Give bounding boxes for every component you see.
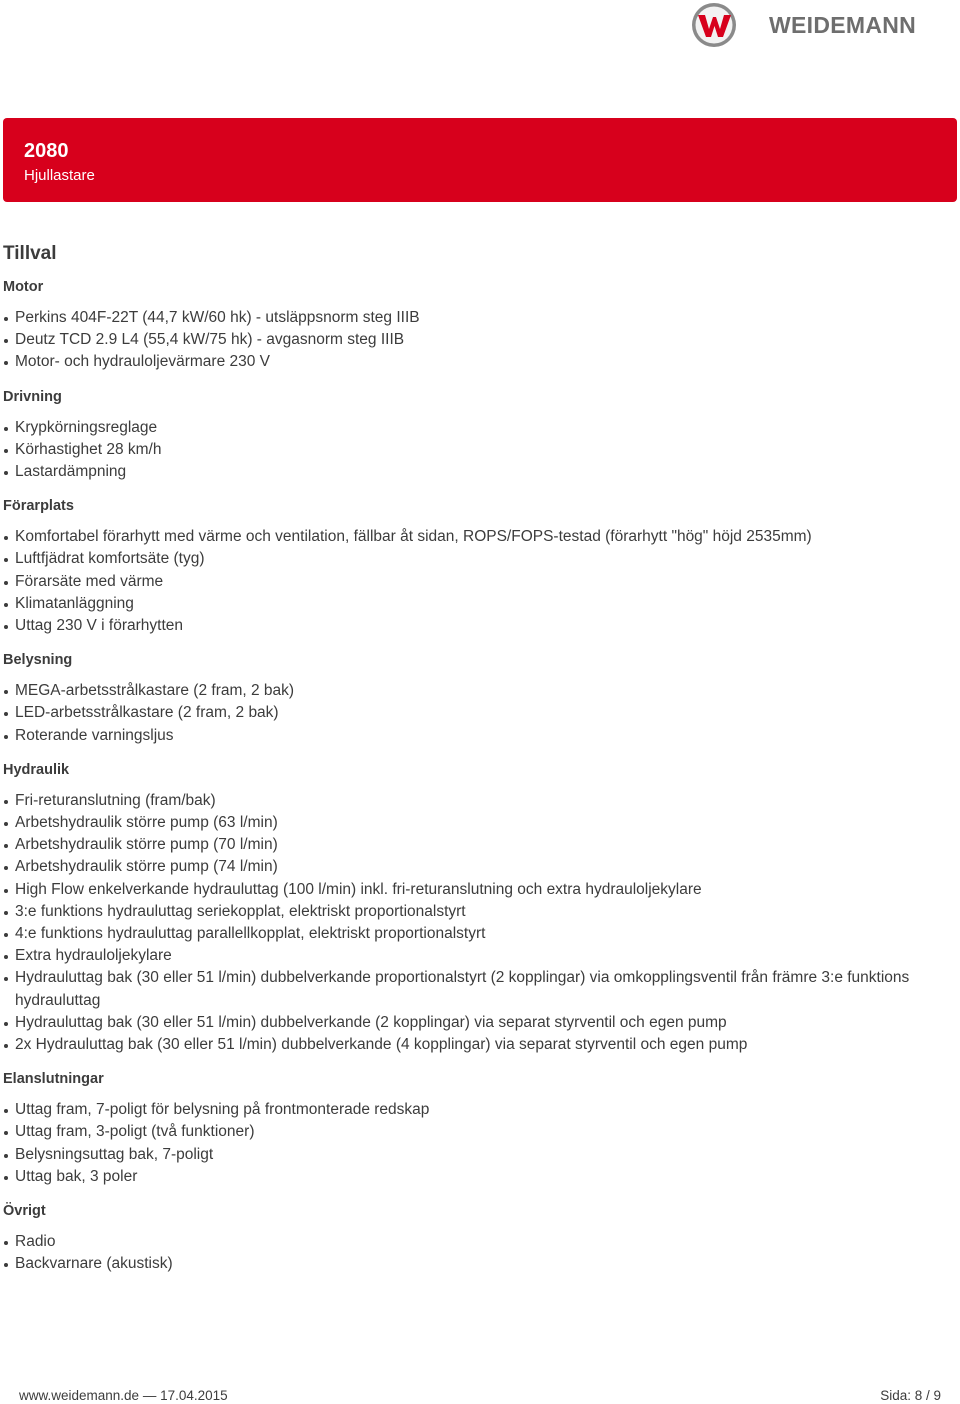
list-item: Lastardämpning: [3, 461, 923, 483]
options-list: [3, 307, 923, 374]
model-title: 2080: [24, 140, 69, 162]
footer-website-date: www.weidemann.de — 17.04.2015: [19, 1388, 228, 1403]
options-content: [3, 241, 923, 1276]
list-item: Belysningsuttag bak, 7-poligt: [3, 1144, 923, 1166]
list-item: Radio: [3, 1231, 923, 1253]
model-type: Hjullastare: [24, 167, 95, 184]
list-item: Krypkörningsreglage: [3, 417, 923, 439]
section-title: Övrigt: [3, 1203, 46, 1220]
list-item: 3:e funktions hydrauluttag seriekopplat, elektriskt proportionalstyrt: [3, 901, 923, 923]
list-item: Uttag 230 V i förarhytten: [3, 615, 923, 637]
list-item: Uttag fram, 3-poligt (två funktioner): [3, 1121, 923, 1143]
list-item: Klimatanläggning: [3, 593, 923, 615]
section-title: Elanslutningar: [3, 1071, 104, 1088]
weidemann-logo-icon: [691, 2, 737, 48]
page-title: Tillval: [3, 243, 57, 264]
list-item: Extra hydrauloljekylare: [3, 945, 923, 967]
list-item: 2x Hydrauluttag bak (30 eller 51 l/min) dubbelverkande (4 kopplingar) via separat styrventil och egen pump: [3, 1034, 923, 1056]
options-section: [3, 649, 923, 747]
list-item: Hydrauluttag bak (30 eller 51 l/min) dubbelverkande (2 kopplingar) via separat styrventil och egen pump: [3, 1012, 923, 1034]
list-item: Deutz TCD 2.9 L4 (55,4 kW/75 hk) - avgasnorm steg IIIB: [3, 329, 923, 351]
section-title: Hydraulik: [3, 761, 70, 778]
options-list: [3, 1099, 923, 1188]
list-item: Uttag bak, 3 poler: [3, 1166, 923, 1188]
options-section: [3, 759, 923, 1056]
options-list: [3, 790, 923, 1056]
section-title: Motor: [3, 279, 44, 295]
list-item: LED-arbetsstrålkastare (2 fram, 2 bak): [3, 702, 923, 724]
list-item: 4:e funktions hydrauluttag parallellkopplat, elektriskt proportionalstyrt: [3, 923, 923, 945]
list-item: Roterande varningsljus: [3, 725, 923, 747]
list-item: Arbetshydraulik större pump (70 l/min): [3, 834, 923, 856]
list-item: Komfortabel förarhytt med värme och ventilation, fällbar åt sidan, ROPS/FOPS-testad (förarhytt "hög" höjd 2535mm): [3, 526, 923, 548]
list-item: Förarsäte med värme: [3, 571, 923, 593]
list-item: Hydrauluttag bak (30 eller 51 l/min) dubbelverkande proportionalstyrt (2 kopplingar) via omkopplingsventil från främre 3:e funktions hydrauluttag: [3, 967, 923, 1011]
section-title: Belysning: [3, 652, 73, 669]
section-title: Förarplats: [3, 498, 74, 515]
product-banner: [3, 118, 957, 202]
list-item: Arbetshydraulik större pump (74 l/min): [3, 856, 923, 878]
list-item: Luftfjädrat komfortsäte (tyg): [3, 548, 923, 570]
options-list: [3, 417, 923, 484]
list-item: Backvarnare (akustisk): [3, 1253, 923, 1275]
list-item: Körhastighet 28 km/h: [3, 439, 923, 461]
options-section: [3, 386, 923, 484]
list-item: Fri-returanslutning (fram/bak): [3, 790, 923, 812]
options-section: [3, 1200, 923, 1275]
options-list: [3, 680, 923, 747]
options-list: [3, 526, 923, 637]
list-item: MEGA-arbetsstrålkastare (2 fram, 2 bak): [3, 680, 923, 702]
list-item: Uttag fram, 7-poligt för belysning på frontmonterade redskap: [3, 1099, 923, 1121]
brand-name: WEIDEMANN: [769, 11, 917, 38]
brand-logo: [691, 2, 916, 48]
options-section: [3, 495, 923, 637]
footer-page-number: Sida: 8 / 9: [880, 1388, 941, 1403]
list-item: High Flow enkelverkande hydrauluttag (100 l/min) inkl. fri-returanslutning och extra hydrauloljekylare: [3, 879, 923, 901]
options-section: [3, 276, 923, 374]
section-title: Drivning: [3, 388, 62, 405]
list-item: Motor- och hydrauloljevärmare 230 V: [3, 351, 923, 373]
options-list: [3, 1231, 923, 1275]
options-section: [3, 1068, 923, 1188]
options-sections: [3, 276, 923, 1276]
list-item: Arbetshydraulik större pump (63 l/min): [3, 812, 923, 834]
list-item: Perkins 404F-22T (44,7 kW/60 hk) - utsläppsnorm steg IIIB: [3, 307, 923, 329]
